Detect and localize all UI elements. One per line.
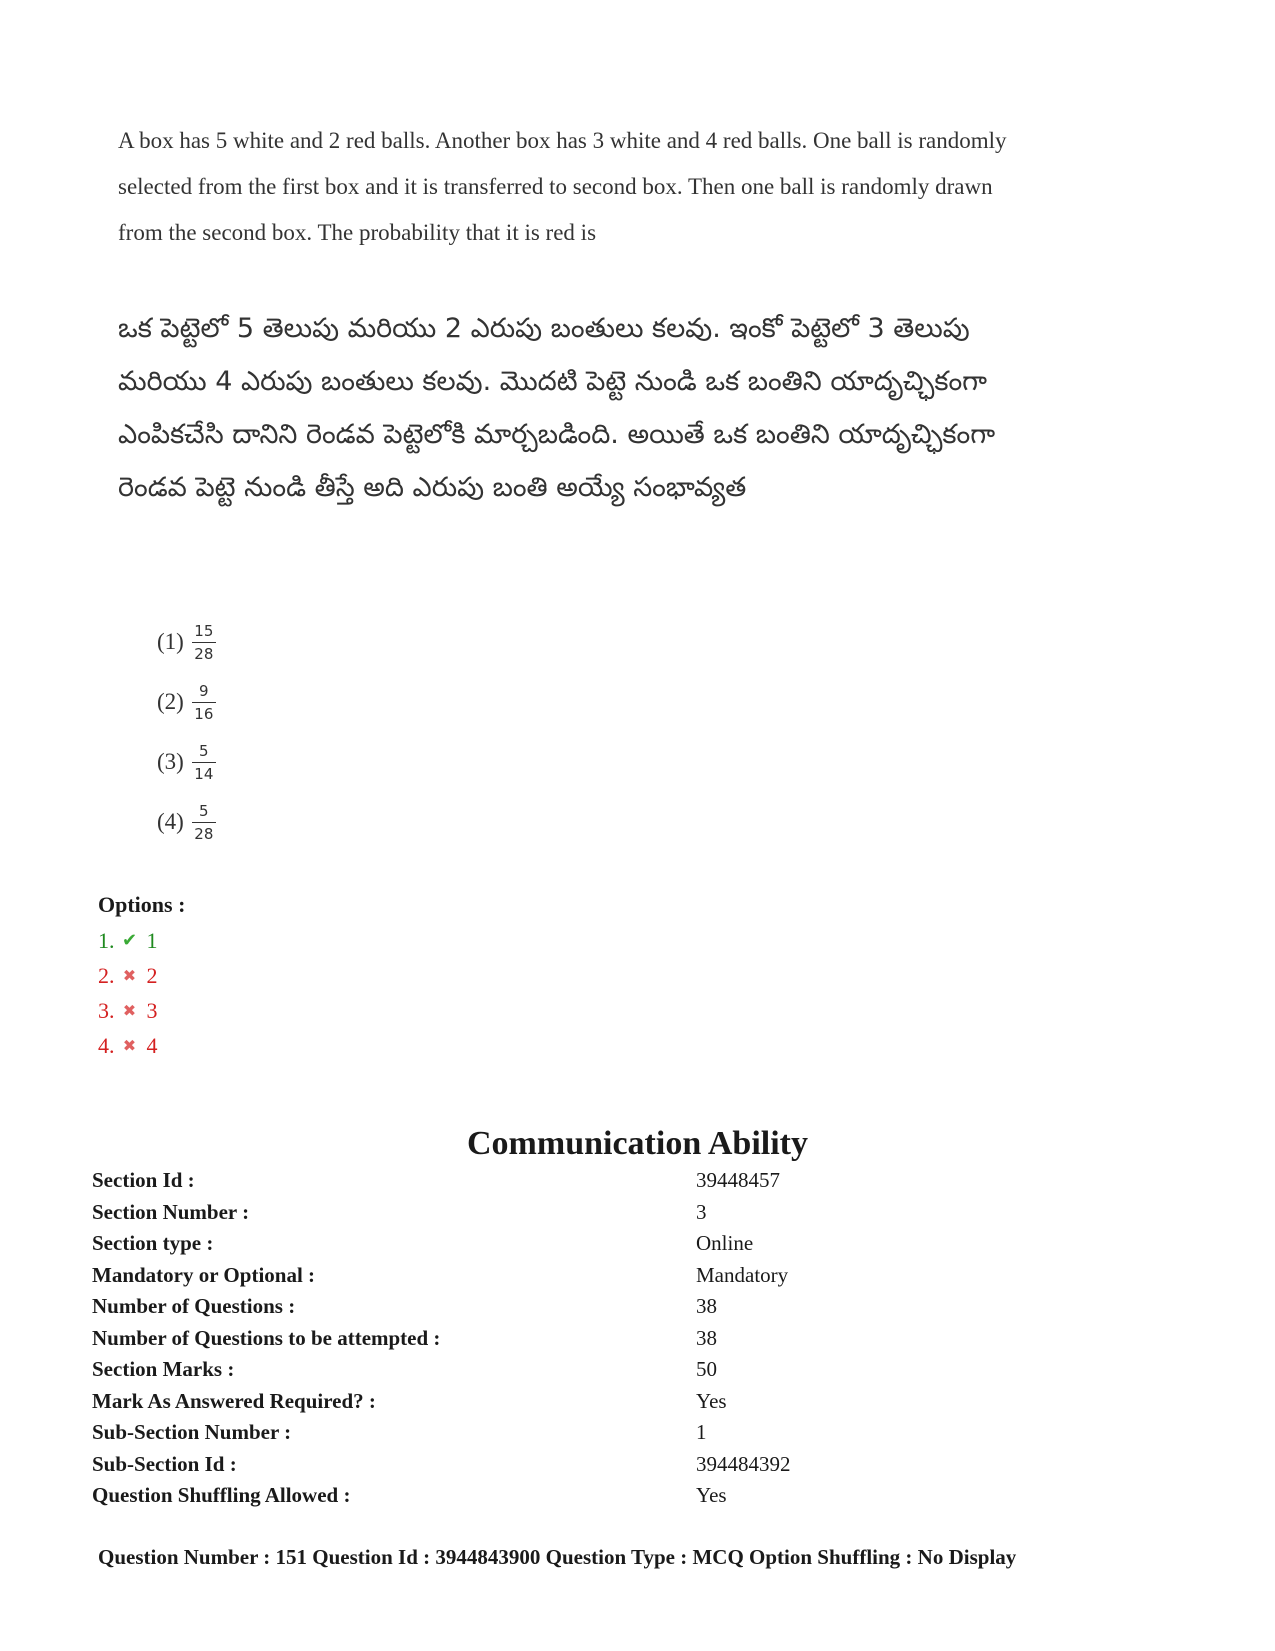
answer-choices [157, 612, 216, 852]
fraction-bar [192, 762, 216, 763]
table-row [92, 1165, 791, 1197]
choice-fraction [192, 742, 216, 783]
info-key: Question Shuffling Allowed : [92, 1483, 351, 1508]
info-key: Section Number : [92, 1199, 250, 1224]
table-row [92, 1323, 791, 1355]
choice-label: (2) [157, 689, 184, 714]
info-value: 39448457 [696, 1168, 780, 1193]
option-item [98, 993, 158, 1028]
question-meta-footer: Question Number : 151 Question Id : 3944843900 Question Type : MCQ Option Shuffling : No Display [98, 1545, 1017, 1569]
fraction-bar [192, 822, 216, 823]
section-info-table [92, 1165, 791, 1512]
info-value: 50 [696, 1357, 717, 1382]
choice-label: (4) [157, 809, 184, 834]
info-key: Number of Questions : [92, 1294, 296, 1319]
info-value: Yes [696, 1483, 727, 1508]
choice-4 [157, 792, 216, 852]
info-value: 38 [696, 1294, 717, 1319]
table-row [92, 1417, 791, 1449]
choice-fraction [192, 802, 216, 843]
cross-icon: ✖ [122, 1001, 137, 1020]
info-key: Section type : [92, 1231, 214, 1256]
option-item [98, 958, 158, 993]
check-icon: ✔ [121, 930, 138, 951]
options-heading: Options : [98, 892, 186, 917]
option-item [98, 1028, 158, 1063]
info-key: Section Id : [92, 1168, 195, 1193]
choice-2 [157, 672, 216, 732]
info-value: 3 [696, 1199, 707, 1224]
table-row [92, 1449, 791, 1481]
option-value: 2 [146, 962, 158, 988]
option-value: 4 [146, 1032, 158, 1058]
options-list [98, 923, 158, 1063]
fraction-denominator: 28 [194, 824, 214, 843]
table-row [92, 1386, 791, 1418]
info-key: Number of Questions to be attempted : [92, 1325, 441, 1350]
table-row [92, 1480, 791, 1512]
info-value: Yes [696, 1388, 727, 1413]
fraction-numerator: 15 [194, 621, 214, 640]
question-text-english: A box has 5 white and 2 red balls. Another box has 3 white and 4 red balls. One ball is randomly selected from the first box and it is transferred to second box. Then one ball is randomly drawn from the second box. The probability that it is red is [118, 128, 1007, 245]
table-row [92, 1260, 791, 1292]
option-index: 3. [98, 997, 115, 1023]
info-key: Mark As Answered Required? : [92, 1388, 376, 1413]
table-row [92, 1354, 791, 1386]
info-key: Sub-Section Number : [92, 1420, 292, 1445]
table-row [92, 1197, 791, 1229]
info-key: Section Marks : [92, 1357, 235, 1382]
info-value: Mandatory [696, 1262, 789, 1287]
choice-fraction [192, 622, 216, 663]
fraction-denominator: 28 [194, 644, 214, 663]
info-value: 38 [696, 1325, 717, 1350]
cross-icon: ✖ [122, 1036, 137, 1055]
fraction-numerator: 5 [199, 801, 209, 820]
cross-icon: ✖ [122, 966, 137, 985]
fraction-bar [192, 702, 216, 703]
fraction-bar [192, 642, 216, 643]
info-value: Online [696, 1231, 754, 1256]
option-item [98, 923, 158, 958]
fraction-numerator: 9 [199, 681, 209, 700]
info-value: 394484392 [696, 1451, 791, 1476]
info-key: Sub-Section Id : [92, 1451, 237, 1476]
fraction-numerator: 5 [199, 741, 209, 760]
option-index: 1. [98, 927, 115, 953]
choice-label: (1) [157, 629, 184, 654]
option-value: 3 [146, 997, 158, 1023]
option-value: 1 [146, 927, 158, 953]
question-text-telugu: ఒక పెట్టెలో 5 తెలుపు మరియు 2 ఎరుపు బంతులు కలవు. ఇంకో పెట్టెలో 3 తెలుపు మరియు 4 ఎరుపు బంతులు కలవు. మొదటి పెట్టె నుండి ఒక బంతిని యాదృచ్ఛికంగా ఎంపికచేసి దానిని రెండవ పెట్టెలోకి మార్చబడింది. అయితే ఒక బంతిని యాదృచ్ఛికంగా రెండవ పెట్టె నుండి తీస్తే అది ఎరుపు బంతి అయ్యే సంభావ్యత [118, 313, 996, 503]
choice-3 [157, 732, 216, 792]
option-index: 4. [98, 1032, 115, 1058]
info-key: Mandatory or Optional : [92, 1262, 316, 1287]
fraction-denominator: 14 [194, 764, 214, 783]
section-title: Communication Ability [467, 1125, 808, 1162]
option-index: 2. [98, 962, 115, 988]
choice-fraction [192, 682, 216, 723]
fraction-denominator: 16 [194, 704, 214, 723]
table-row [92, 1228, 791, 1260]
choice-label: (3) [157, 749, 184, 774]
table-row [92, 1291, 791, 1323]
choice-1 [157, 612, 216, 672]
info-value: 1 [696, 1420, 707, 1445]
